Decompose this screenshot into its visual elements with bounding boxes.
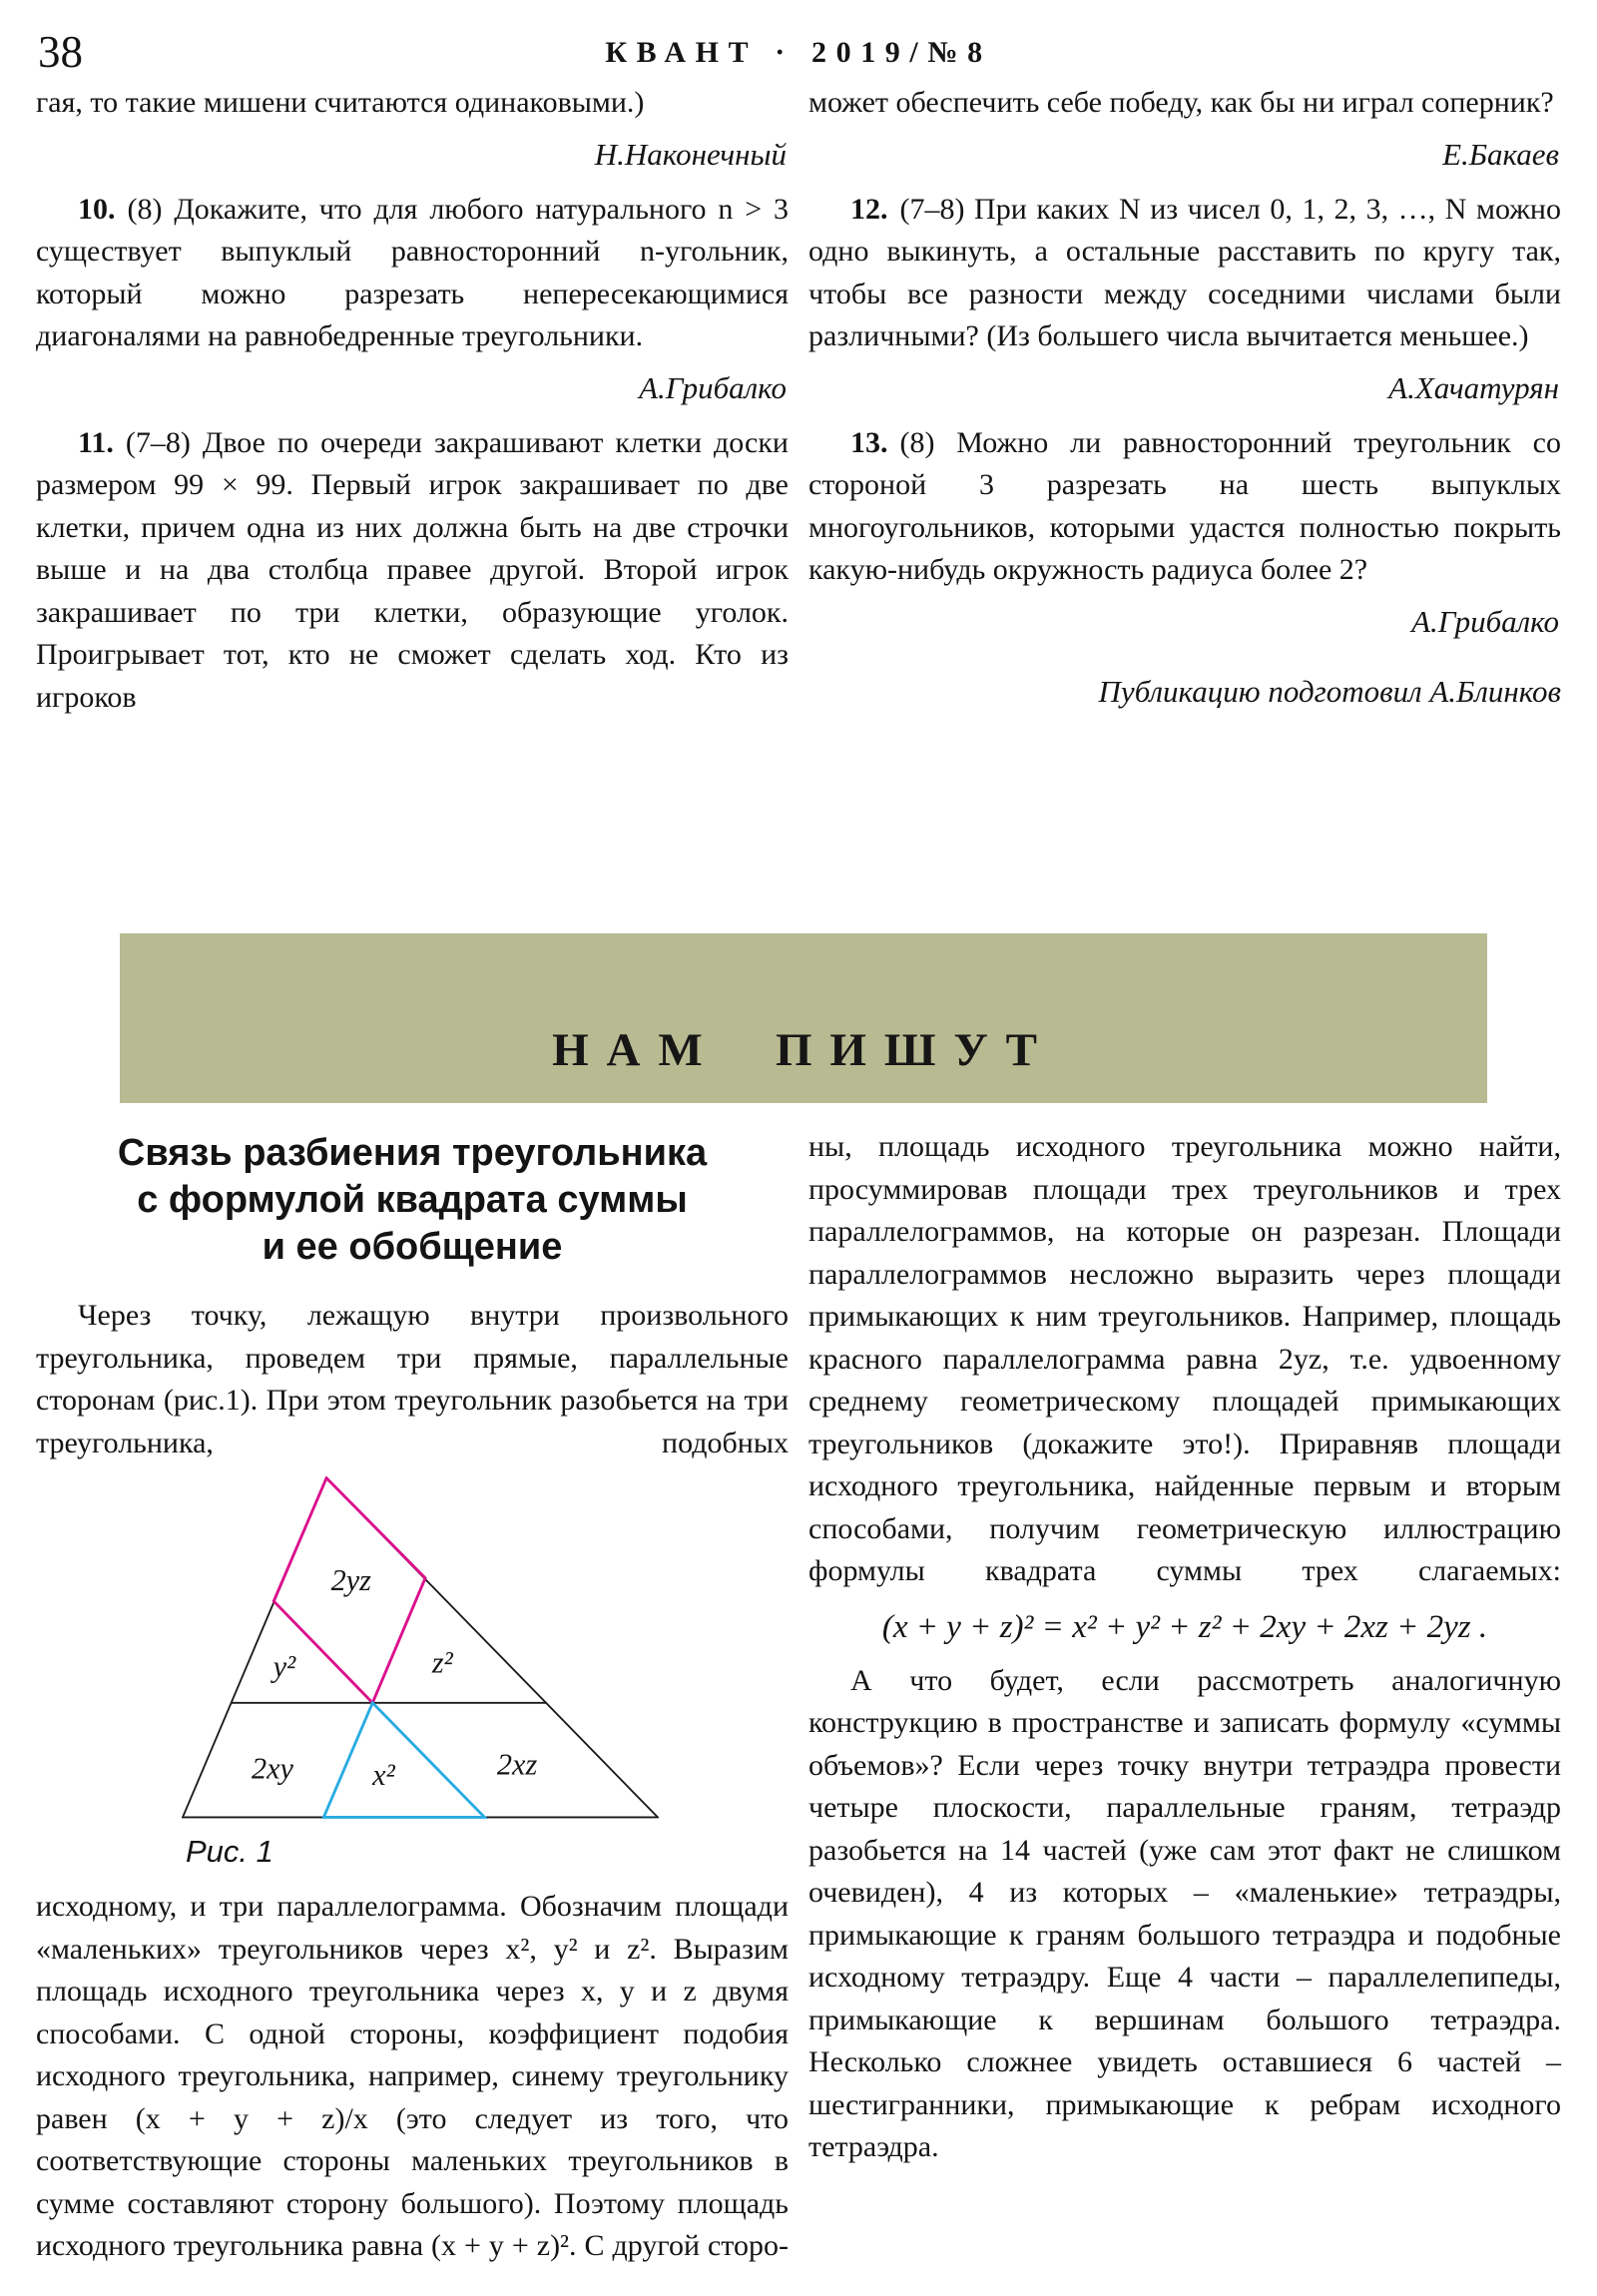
article-paragraph-4: А что будет, если рассмотреть аналогичную конструкцию в пространстве и записать формулу «суммы объемов»? Если через точку внутри тетраэдра провести четыре плоскости, параллельные граням, тетраэдр разобьется на 14 частей (уже сам этот факт не слишком очевиден), 4 из которых – «маленькие» тетраэдры, примыкающие к граням большого тетраэдра и подобные исходному тетраэдру. Еще 4 части – параллелепипеды, примыкающие к вершинам большого тетраэдра. Несколько сложнее увидеть оставшиеся 6 частей – шестигранники, примыкающие к ребрам исходного тетраэдра. — [808, 1663, 1561, 2163]
article-paragraph-1: Через точку, лежащую внутри произвольного треугольника, проведем три прямые, параллельные сторонам (рис.1). При этом треугольник разобьется на три треугольника, подобных — [36, 1299, 789, 1459]
intro-continuation: гая, то такие мишени считаются одинаковыми.) — [36, 86, 645, 119]
triangle-x2-outline — [323, 1703, 484, 1818]
article-title-line-2: с формулой квадрата суммы — [137, 1179, 688, 1221]
problem-11-number: 11. — [78, 425, 114, 459]
figure-1 — [182, 1476, 659, 1870]
author-gribalko-2: А.Грибалко — [1411, 603, 1559, 639]
problem-13-number: 13. — [850, 425, 888, 459]
article-title-line-3: и ее обобщение — [262, 1226, 563, 1268]
page-number: 38 — [38, 27, 83, 77]
problems-right-column — [808, 82, 1561, 719]
page-header — [0, 24, 1597, 88]
author-bakaev: Е.Бакаев — [1442, 136, 1559, 172]
problem-10-number: 10. — [78, 192, 116, 226]
problems-left-column — [36, 82, 789, 719]
problem-12 — [808, 189, 1561, 358]
figure-1-caption: Рис. 1 — [186, 1834, 273, 1869]
problem-12-text: (7–8) При каких N из чисел 0, 1, 2, 3, …, N можно одно выкинуть, а остальные расставить по кругу так, чтобы все разности между соседними числами были различными? (Из большего числа вычитается меньшее.) — [808, 192, 1561, 352]
label-2xz: 2xz — [496, 1747, 538, 1782]
problem-10 — [36, 189, 789, 358]
problem-11-continuation: может обеспечить себе победу, как бы ни играл соперник? — [808, 86, 1554, 119]
author-gribalko-1: А.Грибалко — [639, 369, 787, 405]
problem-13-text: (8) Можно ли равносторонний треугольник со стороной 3 разрезать на шесть выпуклых многоугольников, которыми удастся полностью покрыть какую-нибудь окружность радиуса более 2? — [808, 425, 1561, 586]
problem-12-number: 12. — [850, 192, 888, 226]
problem-13 — [808, 422, 1561, 592]
label-z2: z² — [431, 1645, 453, 1680]
problem-11 — [36, 422, 789, 720]
article-title — [66, 1130, 759, 1271]
label-2yz: 2yz — [330, 1562, 371, 1597]
label-y2: y² — [272, 1649, 296, 1684]
problem-11-text: (7–8) Двое по очереди закрашивают клетки доски размером 99 × 99. Первый игрок закрашивает по две клетки, причем одна из них должна быть на две строчки выше и на два столбца правее другой. Второй игрок закрашивает по три клетки, образующие уголок. Проигрывает тот, кто не сможет сделать ход. Кто из игроков — [36, 425, 789, 714]
author-nakonechny: Н.Наконечный — [594, 136, 787, 172]
article-right-column — [808, 1126, 1561, 2268]
article-left-column — [36, 1126, 789, 2268]
section-banner — [120, 933, 1487, 1103]
editor-note: Публикацию подготовил А.Блинков — [1098, 673, 1561, 709]
journal-title: КВАНТ · 2019/№8 — [605, 36, 992, 69]
triangle-partition-figure — [182, 1476, 659, 1819]
section-banner-label: НАМ ПИШУТ — [552, 1024, 1055, 1076]
sum-of-squares-formula: (x + y + z)² = x² + y² + z² + 2xy + 2xz + 2yz . — [881, 1608, 1488, 1645]
article-section — [36, 1126, 1561, 2268]
article-paragraph-3: ны, площадь исходного треугольника можно найти, просуммировав площади трех треугольников и трех параллелограммов, на которые он разрезан. Площади параллелограммов несложно выразить через площади примыкающих к ним треугольников. Например, площадь красного параллелограмма равна 2yz, т.е. удвоенному среднему геометрическому площадей примыкающих треугольников (докажите это!). Приравняв площади исходного треугольника, найденные первым и вторым способами, получим геометрическую иллюстрацию формулы квадрата суммы трех слагаемых: — [808, 1130, 1561, 1587]
article-paragraph-2: исходному, и три параллелограмма. Обозначим площади «маленьких» треугольников через x², y² и z². Выразим площадь исходного треугольника через x, y и z двумя способами. С одной стороны, коэффициент подобия исходного треугольника, например, синему треугольнику равен (x + y + z)/x (это следует из того, что соответствующие стороны маленьких треугольников в сумме составляют сторону большого). Поэтому площадь исходного треугольника равна (x + y + z)². С другой сторо- — [36, 1890, 789, 2262]
label-x2: x² — [372, 1757, 395, 1792]
article-title-line-1: Связь разбиения треугольника — [117, 1132, 708, 1174]
problem-10-text: (8) Докажите, что для любого натурального n > 3 существует выпуклый равносторонний n-угольник, который можно разрезать непересекающимися диагоналями на равнобедренные треугольники. — [36, 192, 789, 352]
author-khachaturyan: А.Хачатурян — [1388, 369, 1559, 405]
label-2xy: 2xy — [251, 1751, 293, 1786]
problems-section — [36, 82, 1561, 719]
